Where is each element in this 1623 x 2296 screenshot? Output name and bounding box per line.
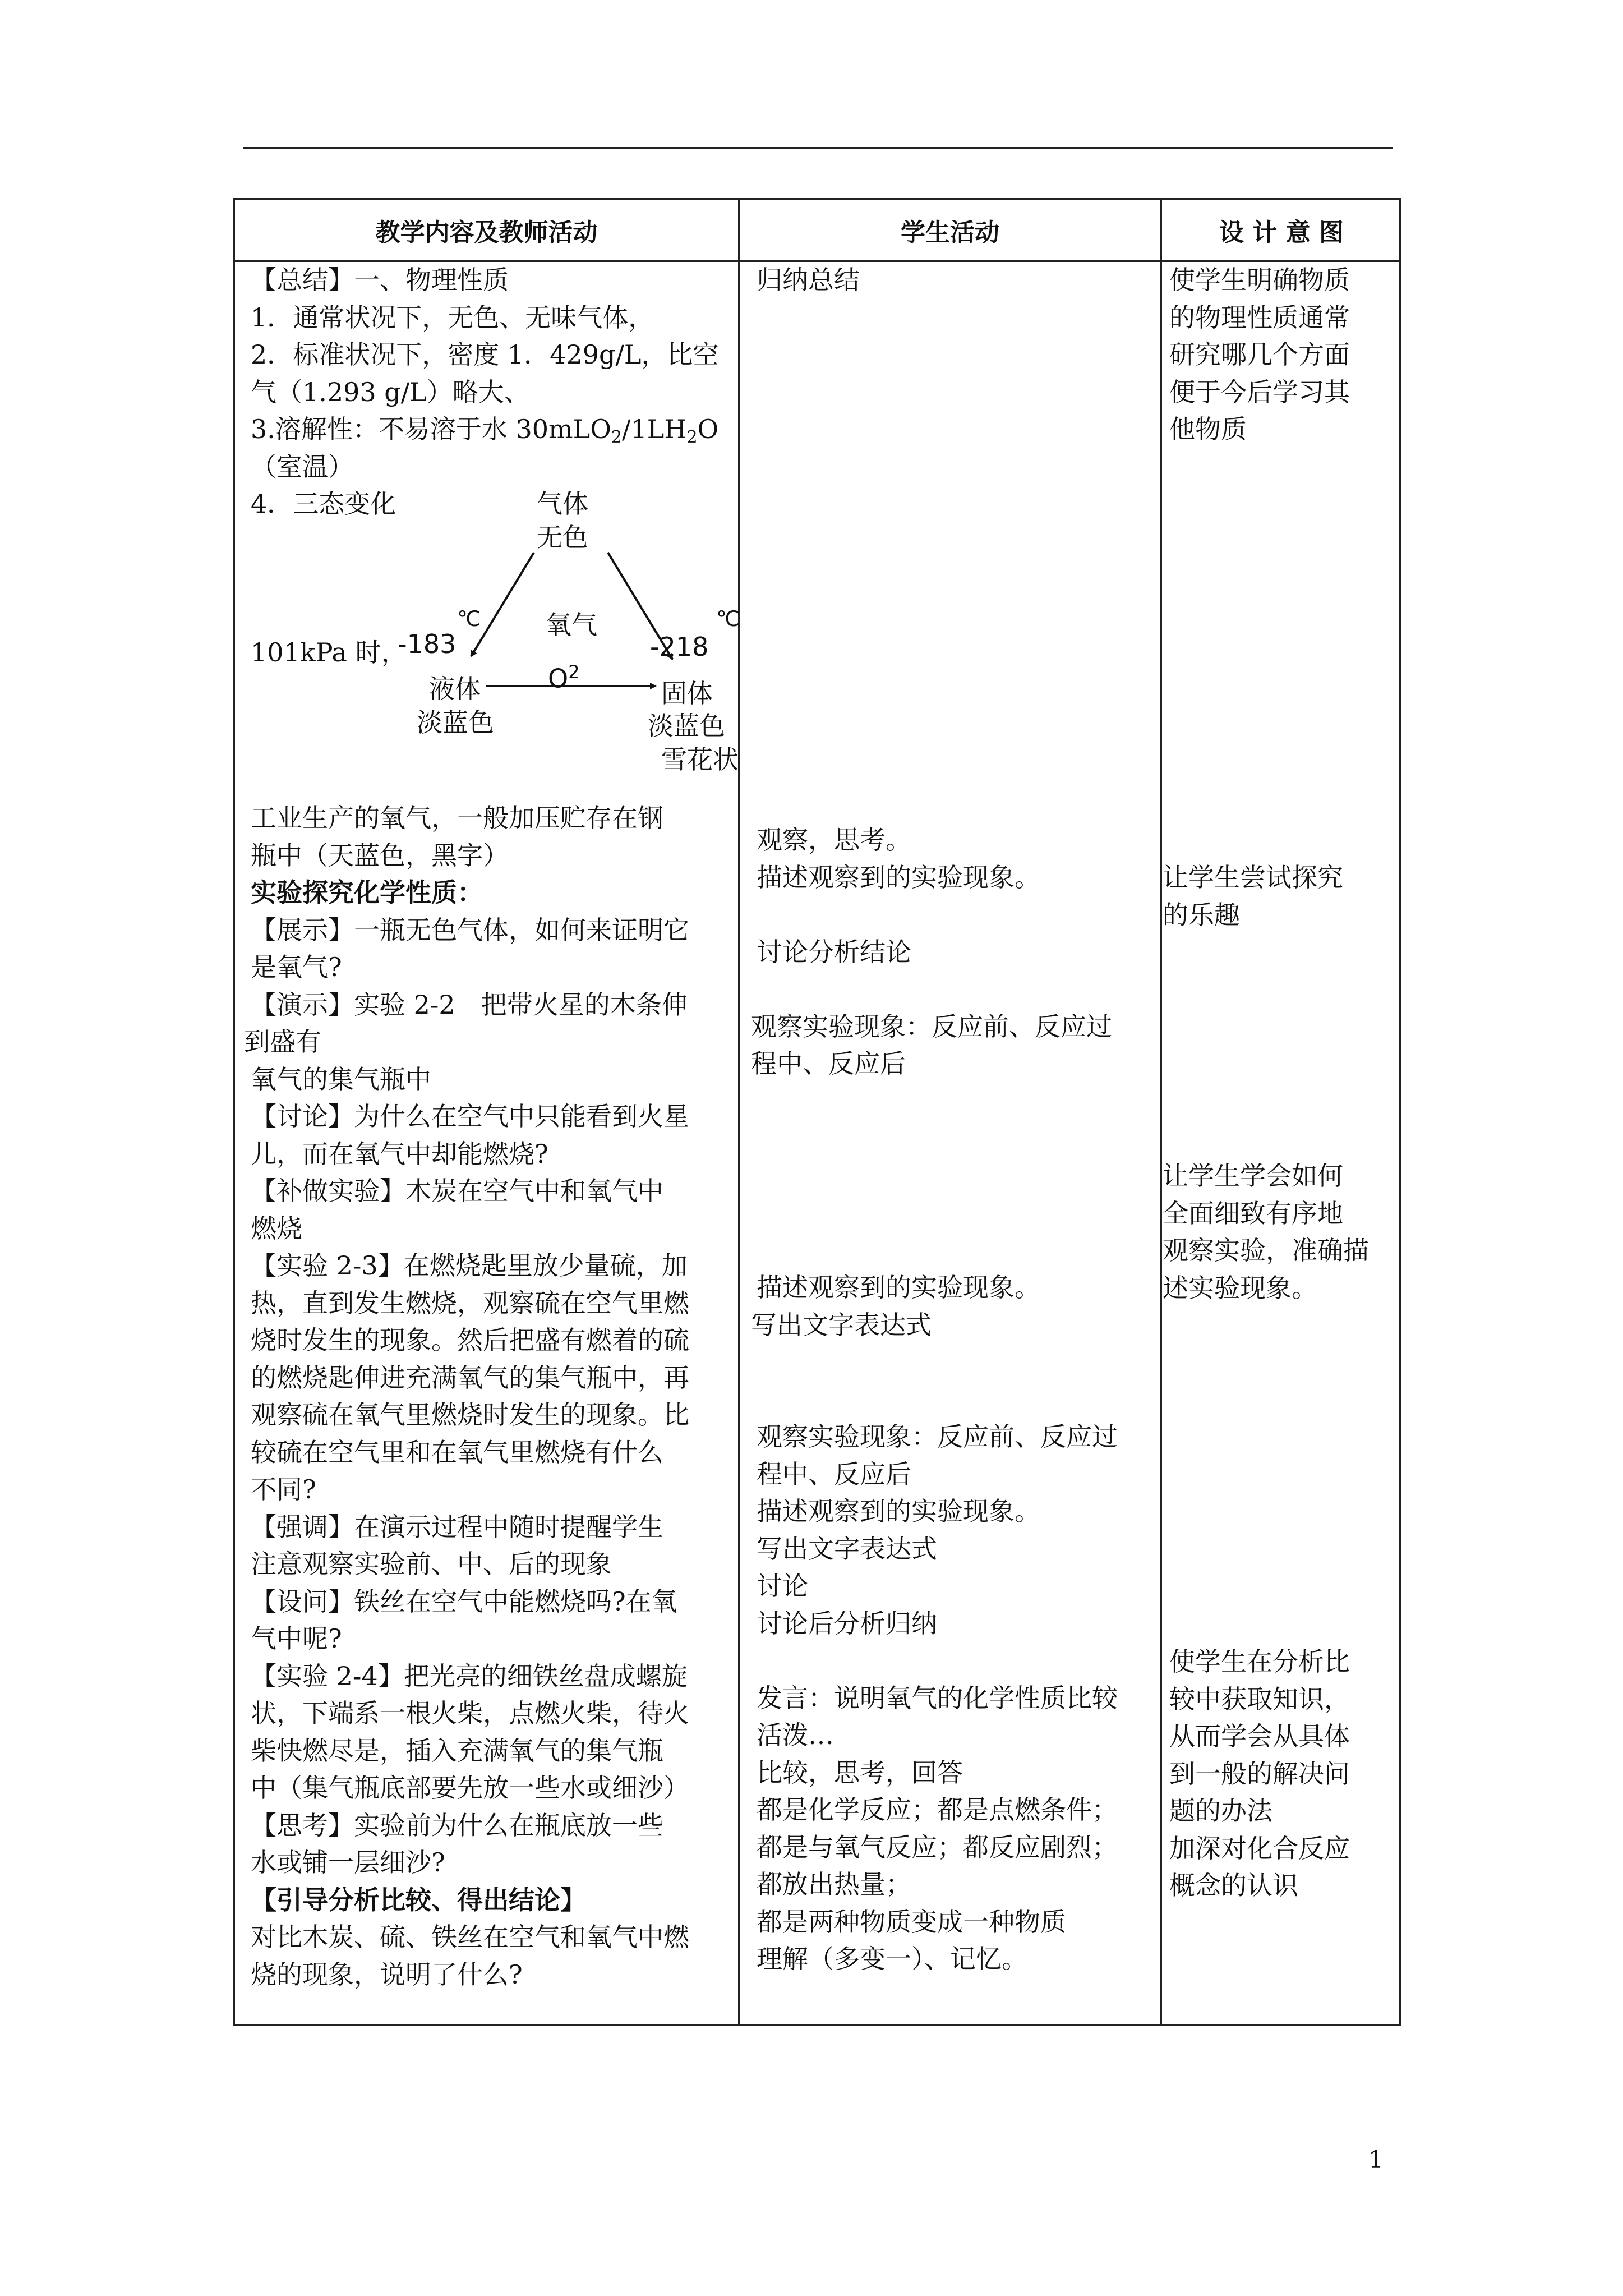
room-temp-line: （室温） — [251, 451, 354, 482]
column-divider-1 — [738, 200, 740, 2024]
summary-line: 【总结】一、物理性质 — [251, 265, 509, 295]
student-line: 观察实验现象：反应前、反应过 — [751, 1011, 1112, 1042]
student-line: 观察，思考。 — [757, 825, 911, 855]
text-line: 【演示】实验 2-2 把带火星的木条伸 — [251, 989, 688, 1020]
intent-line: 使学生在分析比 — [1169, 1646, 1350, 1677]
student-line: 程中、反应后 — [757, 1458, 911, 1489]
left-temperature: -183 — [398, 629, 457, 659]
text-line: 【思考】实验前为什么在瓶底放一些 — [251, 1810, 663, 1841]
student-activity-column — [751, 261, 1160, 1974]
student-line: 描述观察到的实验现象。 — [757, 1272, 1040, 1303]
intent-line: 观察实验，准确描 — [1163, 1235, 1369, 1266]
text-line: 氧气的集气瓶中 — [251, 1064, 431, 1094]
text-line: 【实验 2-3】在燃烧匙里放少量硫，加 — [251, 1250, 688, 1281]
header-student-activity: 学生活动 — [901, 218, 999, 247]
intent-line: 从而学会从具体 — [1169, 1721, 1350, 1751]
text-line: 燃烧 — [251, 1213, 302, 1244]
intent-line: 的乐趣 — [1163, 899, 1240, 930]
intent-line: 述实验现象。 — [1163, 1272, 1317, 1303]
text-line: 【讨论】为什么在空气中只能看到火星 — [251, 1101, 689, 1131]
intent-line: 到一般的解决问 — [1169, 1758, 1350, 1789]
intent-line: 使学生明确物质 — [1169, 265, 1350, 295]
summary-line: 1．通常状况下，无色、无味气体， — [251, 302, 654, 333]
phase-change-label: 4．三态变化 — [251, 489, 396, 519]
student-line: 描述观察到的实验现象。 — [757, 1496, 1040, 1526]
student-line: 发言：说明氧气的化学性质比较 — [757, 1682, 1118, 1713]
text-line: 是氧气? — [251, 952, 342, 982]
intent-line: 他物质 — [1169, 414, 1247, 444]
text-line: 【强调】在演示过程中随时提醒学生 — [251, 1511, 663, 1542]
student-line: 都是两种物质变成一种物质 — [757, 1906, 1066, 1937]
text-line: 到盛有 — [244, 1027, 321, 1057]
intent-line: 的物理性质通常 — [1169, 302, 1350, 333]
text-line: 热，直到发生燃烧，观察硫在空气里燃 — [251, 1287, 689, 1318]
intent-line: 较中获取知识， — [1169, 1683, 1350, 1714]
student-line: 写出文字表达式 — [757, 1533, 937, 1564]
text-line: 观察硫在氧气里燃烧时发生的现象。比 — [251, 1400, 689, 1430]
page-number: 1 — [1368, 2146, 1384, 2173]
student-line: 比较，思考，回答 — [757, 1757, 963, 1788]
solid-color-label: 淡蓝色 — [648, 711, 725, 741]
intent-line: 便于今后学习其 — [1169, 376, 1350, 407]
solid-shape-label: 雪花状 — [661, 744, 739, 775]
student-line: 观察实验现象：反应前、反应过 — [757, 1421, 1118, 1452]
summary-line: 2．标准状况下，密度 1．429g/L，比空 — [251, 339, 719, 370]
student-line: 讨论分析结论 — [757, 936, 911, 967]
text-line: 烧的现象，说明了什么? — [251, 1959, 523, 1990]
column-divider-2 — [1160, 200, 1162, 2024]
liquid-label: 液体 — [429, 674, 481, 704]
text-line: 较硫在空气里和在氧气里燃烧有什么 — [251, 1437, 663, 1467]
student-line: 程中、反应后 — [751, 1048, 906, 1079]
student-line: 写出文字表达式 — [751, 1309, 932, 1340]
left-celsius-unit: ℃ — [457, 606, 481, 631]
gas-color-label: 无色 — [537, 522, 588, 553]
intent-line: 题的办法 — [1169, 1796, 1272, 1826]
student-line: 活泼… — [757, 1720, 834, 1750]
student-line: 归纳总结 — [757, 265, 860, 295]
student-line: 都放出热量； — [757, 1869, 911, 1899]
student-line: 理解（多变一）、记忆。 — [757, 1944, 1027, 1974]
intent-line: 全面细致有序地 — [1163, 1198, 1343, 1228]
oxygen-formula: $O^2$ — [548, 661, 580, 694]
text-line: 【实验 2-4】把光亮的细铁丝盘成螺旋 — [251, 1660, 688, 1691]
text-line: 注意观察实验前、中、后的现象 — [251, 1549, 612, 1579]
text-line: 【设问】铁丝在空气中能燃烧吗?在氧 — [251, 1586, 677, 1617]
text-line: 工业生产的氧气，一般加压贮存在钢 — [251, 803, 663, 833]
phase-change-diagram — [251, 485, 740, 799]
gas-to-liquid-arrow — [471, 553, 534, 656]
gas-to-solid-arrow — [608, 553, 672, 659]
text-line: 气中呢? — [251, 1623, 342, 1654]
text-line: 中（集气瓶底部要先放一些水或细沙） — [251, 1773, 689, 1803]
intent-line: 加深对化合反应 — [1169, 1833, 1350, 1864]
gas-label: 气体 — [537, 489, 588, 519]
student-line: 都是与氧气反应；都反应剧烈； — [757, 1832, 1118, 1862]
right-temperature: -218 — [650, 632, 709, 662]
student-line: 讨论 — [757, 1571, 808, 1601]
text-line: 的燃烧匙伸进充满氧气的集气瓶中，再 — [251, 1362, 689, 1393]
oxygen-label: 氧气 — [546, 610, 597, 640]
student-line: 都是化学反应；都是点燃条件； — [757, 1795, 1118, 1825]
lesson-table — [233, 198, 1401, 2026]
text-line: 烧时发生的现象。然后把盛有燃着的硫 — [251, 1325, 689, 1355]
intent-line: 让学生尝试探究 — [1163, 862, 1343, 892]
header-design-intent: 设 计 意 图 — [1219, 218, 1344, 247]
text-line: 【补做实验】木炭在空气中和氧气中 — [251, 1176, 663, 1206]
student-line: 讨论后分析归纳 — [757, 1608, 937, 1639]
student-line: 描述观察到的实验现象。 — [757, 862, 1040, 892]
text-line: 【展示】一瓶无色气体，如何来证明它 — [251, 914, 689, 945]
text-line: 对比木炭、硫、铁丝在空气和氧气中燃 — [251, 1922, 689, 1952]
intent-line: 概念的认识 — [1169, 1870, 1298, 1901]
header-rule — [243, 147, 1393, 149]
text-line: 柴快燃尽是，插入充满氧气的集气瓶 — [251, 1735, 663, 1766]
text-line: 状，下端系一根火柴，点燃火柴，待火 — [251, 1698, 689, 1728]
section-heading: 【引导分析比较、得出结论】 — [251, 1884, 586, 1915]
intent-line: 让学生学会如何 — [1163, 1161, 1343, 1191]
right-celsius-unit: ℃ — [716, 606, 740, 631]
pressure-label: 101kPa 时， — [251, 637, 407, 668]
text-line: 水或铺一层细沙? — [251, 1847, 445, 1878]
text-line: 不同? — [251, 1474, 316, 1504]
text-line: 儿，而在氧气中却能燃烧? — [251, 1138, 548, 1169]
liquid-color-label: 淡蓝色 — [417, 707, 494, 738]
section-heading: 实验探究化学性质： — [251, 877, 483, 908]
summary-line: 气（1.293 g/L）略大、 — [251, 376, 530, 407]
solid-label: 固体 — [661, 678, 713, 708]
intent-line: 研究哪几个方面 — [1169, 339, 1350, 370]
teacher-activity-column — [244, 261, 740, 1993]
design-intent-column — [1163, 261, 1397, 1901]
solubility-line: 3.溶解性：不易溶于水 $30mLO_2/1LH_2O$ — [251, 414, 719, 447]
phase-change-arrows — [251, 485, 733, 799]
text-line: 瓶中（天蓝色，黑字） — [251, 840, 509, 871]
header-teacher-activity: 教学内容及教师活动 — [375, 218, 598, 247]
